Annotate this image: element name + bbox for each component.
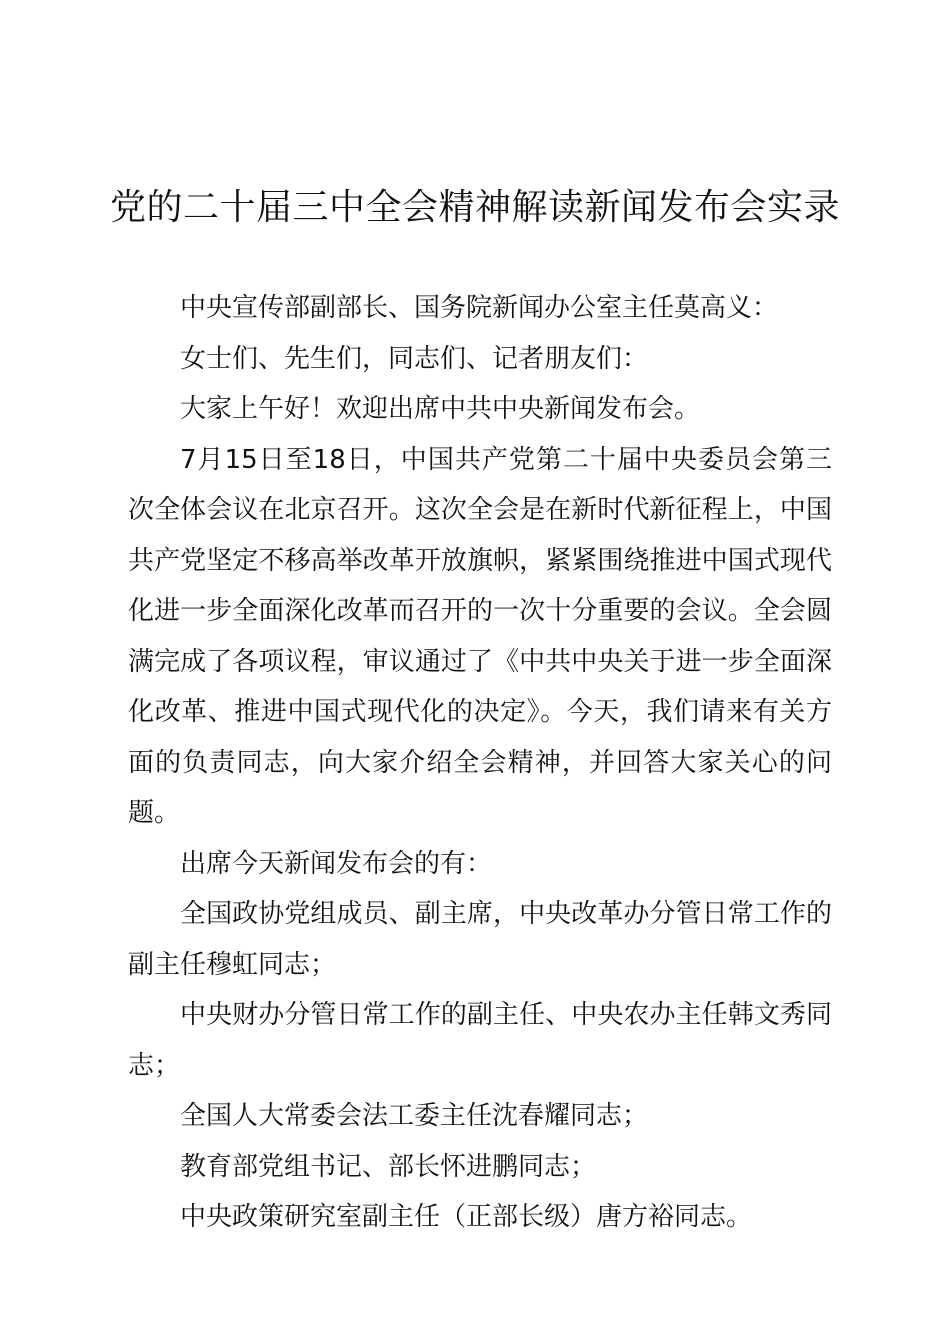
salutation-paragraph: 女士们、先生们，同志们、记者朋友们： (180, 343, 649, 374)
attendee-item: 全国政协党组成员、副主席，中央改革办分管日常工作的副主任穆虹同志； (128, 899, 832, 980)
document-body (128, 283, 832, 1243)
attendees-intro-paragraph: 出席今天新闻发布会的有： (180, 848, 493, 879)
attendee-item: 中央财办分管日常工作的副主任、中央农办主任韩文秀同志； (128, 1000, 832, 1081)
attendee-item: 中央政策研究室副主任（正部长级）唐方裕同志。 (180, 1202, 753, 1232)
speaker-line: 中央宣传部副部长、国务院新闻办公室主任莫高义： (180, 293, 779, 323)
document-title: 党的二十届三中全会精神解读新闻发布会实录 (109, 187, 840, 228)
attendee-item: 教育部党组书记、部长怀进鹏同志； (180, 1151, 597, 1182)
greeting-paragraph: 大家上午好！欢迎出席中共中央新闻发布会。 (180, 394, 701, 424)
plenum-summary-paragraph: 7月15日至18日，中国共产党第二十届中央委员会第三次全体会议在北京召开。这次全会是在新时代新征程上，中国共产党坚定不移高举改革开放旗帜，紧紧围绕推进中国式现代化进一步全面深化改革而召开的一次十分重要的会议。全会圆满完成了各项议程，审议通过了《中共中央关于进一步全面深化改革、推进中国式现代化的决定》。今天，我们请来有关方面的负责同志，向大家介绍全会精神，并回答大家关心的问题。 (128, 444, 832, 828)
attendee-item: 全国人大常委会法工委主任沈春耀同志； (180, 1101, 649, 1131)
